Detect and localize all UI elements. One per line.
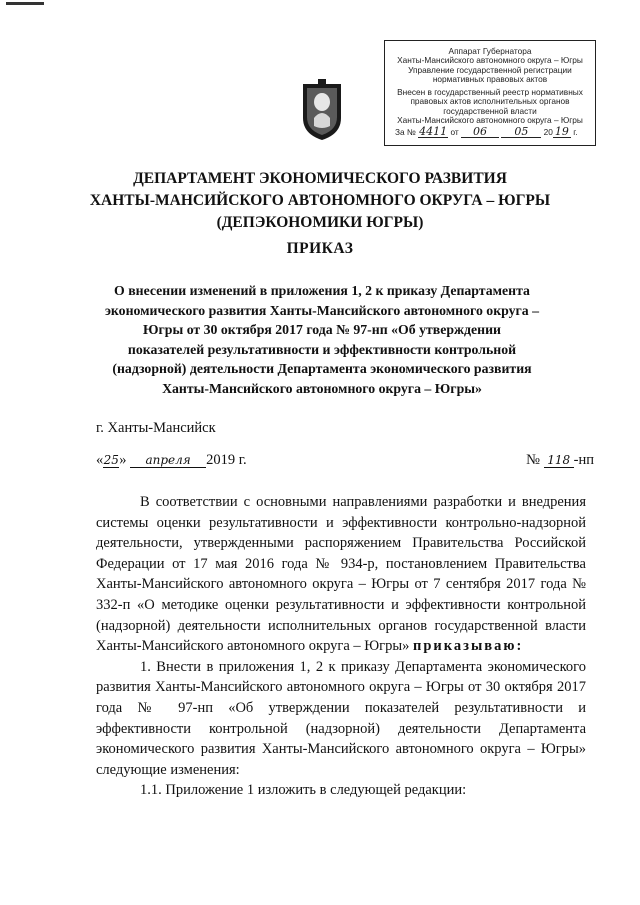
order-body: [96, 492, 586, 801]
department-heading: [80, 168, 560, 234]
body-paragraph: 1. Внести в приложения 1, 2 к приказу Департамента экономического развития Ханты-Мансийского автономного округа – Югры от 30 октября 2017 года № 97-нп «Об утверждении показателей результативности и эффективности контрольной (надзорной) деятельности Департамента экономического развития Ханты-Мансийского автономного округа – Югры» следующие изменения:: [96, 658, 586, 778]
coat-of-arms-emblem: [297, 78, 347, 142]
date-month: апреля: [130, 453, 206, 468]
order-date: [96, 452, 247, 469]
stamp-reg-year-prefix: 20: [543, 127, 553, 138]
stamp-reg-prefix: За №: [395, 127, 416, 138]
stamp-reg-number: 4411: [419, 125, 448, 139]
stamp-line: правовых актов исполнительных органов: [410, 96, 570, 107]
number-suffix: -нп: [573, 452, 594, 468]
stamp-line: Ханты-Мансийского автономного округа – Югры: [397, 115, 583, 126]
body-paragraph: 1.1. Приложение 1 изложить в следующей редакции:: [140, 782, 467, 799]
place-of-issue: г. Ханты-Мансийск: [96, 420, 216, 436]
stamp-reg-from: от: [450, 127, 459, 138]
stamp-line: Управление государственной регистрации: [408, 64, 572, 75]
stamp-reg-day: 06: [461, 127, 499, 137]
page-edge-mark: [6, 2, 44, 5]
stamp-registration-line: [389, 127, 591, 137]
department-line: ДЕПАРТАМЕНТ ЭКОНОМИЧЕСКОГО РАЗВИТИЯ: [133, 170, 507, 187]
number-prefix: №: [526, 452, 541, 468]
stamp-line: Ханты-Мансийского автономного округа – Югры: [397, 55, 583, 66]
date-year: 2019 г.: [206, 452, 247, 468]
stamp-reg-month: 05: [501, 127, 541, 137]
stamp-reg-suffix: г.: [573, 127, 578, 138]
body-paragraph-text: В соответствии с основными направлениями разработки и внедрения системы оценки результативности и эффективности контрольно-надзорной деятельности, утвержденными распоряжением Правительства Российской Федерации от 17 мая 2016 года № 934-р, постановлением Правительства Ханты-Мансийского автономного округа – Югры от 7 сентября 2017 года № 332-п «О методике оценки результативности и эффективности контрольной (надзорной) деятельности исполнительных органов государственной власти Ханты-Мансийского автономного округа – Югры»: [96, 494, 586, 655]
order-directive: приказываю:: [412, 638, 524, 655]
date-open-quote: «: [96, 452, 104, 468]
number-value: 118: [544, 453, 574, 468]
order-title: ПРИКАЗ: [286, 240, 354, 257]
stamp-line: государственной власти: [443, 105, 537, 116]
body-paragraph: [96, 492, 586, 657]
department-line: (ДЕПЭКОНОМИКИ ЮГРЫ): [216, 214, 424, 231]
stamp-line: Внесен в государственный реестр нормативных: [397, 87, 583, 98]
date-close-quote: »: [119, 452, 127, 468]
registration-stamp: [384, 40, 596, 146]
order-number: [526, 452, 594, 469]
stamp-line: Аппарат Губернатора: [448, 46, 532, 56]
department-line: ХАНТЫ-МАНСИЙСКОГО АВТОНОМНОГО ОКРУГА – ЮГРЫ: [89, 192, 551, 209]
stamp-reg-year: 19: [554, 125, 569, 139]
order-subject: О внесении изменений в приложения 1, 2 к приказу Департамента экономического развития Ханты-Мансийского автономного округа – Югры от 30 октября 2017 года № 97-нп «Об утверждении показателей результативности и эффективности контрольной (надзорной) деятельности Департамента экономического развития Ханты-Мансийского автономного округа – Югры»: [104, 283, 540, 396]
date-day: 25: [103, 453, 119, 467]
stamp-line: нормативных правовых актов: [432, 73, 548, 84]
